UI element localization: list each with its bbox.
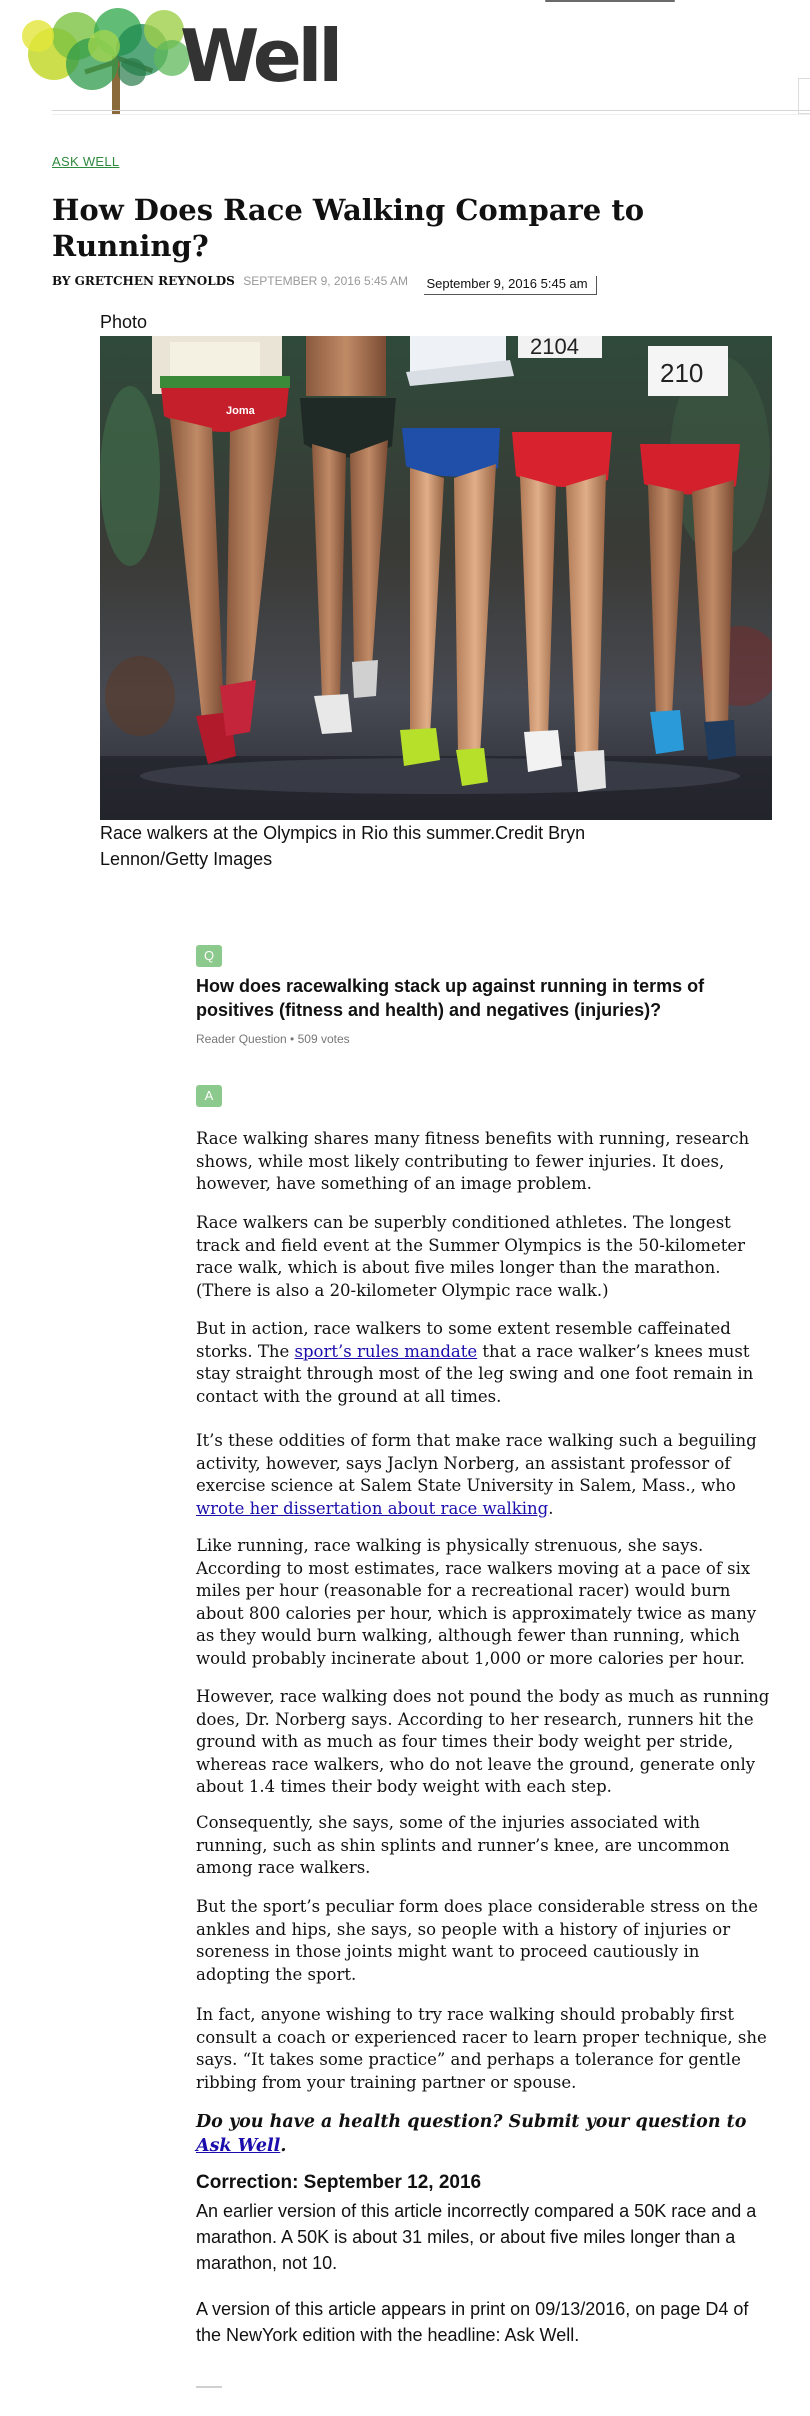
dissertation-link[interactable]: wrote her dissertation about race walking — [196, 1498, 549, 1518]
well-tree-logo-icon[interactable] — [14, 6, 204, 114]
clipped-side-panel — [798, 78, 810, 114]
bib-number-2: 210 — [660, 358, 704, 388]
answer-paragraph-4: It’s these oddities of form that make race walking such a beguiling activity, however, says Jaclyn Norberg, an assistant professor of exercise science at Salem State University in Salem, Mass., who wrote her dissertation about race walking. — [196, 1431, 757, 1518]
ask-well-link[interactable]: Ask Well — [196, 2136, 281, 2156]
article-headline: How Does Race Walking Compare to Running? — [52, 193, 645, 263]
jersey-sponsor-text: Joma — [226, 405, 255, 417]
author-byline: BY GRETCHEN REYNOLDS — [52, 274, 235, 288]
photo-label: Photo — [100, 312, 148, 332]
answer-paragraph-6: However, race walking does not pound the body as much as running does, Dr. Norberg says. According to her research, runners hit the ground with as much as four times their body weight per stride, whereas race walkers, who do not leave the ground, generate only about 1.4 times their body weight with each step. — [196, 1687, 770, 1796]
question-badge: Q — [196, 945, 222, 967]
reader-question: How does racewalking stack up against running in terms of positives (fitness and health) and negatives (injuries)? — [196, 976, 705, 1020]
correction-text: An earlier version of this article incorrectly compared a 50K race and a marathon. A 50K is about 31 miles, or about five miles longer than a marathon, not 10. — [196, 2201, 757, 2273]
answer-paragraph-8: But the sport’s peculiar form does place considerable stress on the ankles and hips, she says, so people with a history of injuries or soreness in those joints might want to proceed cautiously in adopting the sport. — [196, 1897, 758, 1984]
question-meta: Reader Question • 509 votes — [196, 1032, 350, 1046]
print-edition-note: A version of this article appears in print on 09/13/2016, on page D4 of the NewYork edition with the headline: Ask Well. — [196, 2299, 749, 2345]
sports-rules-mandate-link[interactable]: sport’s rules mandate — [294, 1341, 478, 1361]
masthead-divider-shadow — [52, 114, 810, 115]
bib-number-1: 2104 — [530, 336, 579, 359]
footer-divider — [196, 2386, 222, 2388]
health-question-cta: Do you have a health question? Submit your question to Ask Well. — [196, 2112, 747, 2156]
race-walkers-photo — [100, 336, 772, 820]
well-logo-wordmark[interactable]: Well — [180, 14, 340, 98]
answer-paragraph-5: Like running, race walking is physically strenuous, she says. According to most estimates, race walkers moving at a pace of six miles per hour (reasonable for a recreational racer) would burn about 800 calories per hour, which is approximately twice as many as they would burn walking, although fewer than running, which would probably incinerate about 1,000 or more calories per hour. — [196, 1536, 757, 1668]
masthead-divider — [52, 110, 810, 111]
answer-paragraph-7: Consequently, she says, some of the injuries associated with running, such as shin splints and runner’s knee, are uncommon among race walkers. — [196, 1813, 730, 1877]
answer-paragraph-1: Race walking shares many fitness benefits with running, research shows, while most likely contributing to fewer injuries. It does, however, have something of an image problem. — [196, 1129, 750, 1193]
timestamp-box: September 9, 2016 5:45 am — [424, 276, 596, 295]
answer-paragraph-9: In fact, anyone wishing to try race walking should probably first consult a coach or experienced racer to learn proper technique, she says. “It takes some practice” and perhaps a tolerance for gentle ribbing from your training partner or spouse. — [196, 2005, 767, 2092]
ask-well-kicker-link[interactable]: ASK WELL — [52, 154, 120, 169]
answer-paragraph-2: Race walkers can be superbly conditioned athletes. The longest track and field event at the Summer Olympics is the 50-kilometer race walk, which is about five miles longer than the marathon. (There is also a 20-kilometer Olympic race walk.) — [196, 1213, 745, 1300]
byline-row — [52, 272, 597, 290]
answer-badge: A — [196, 1085, 222, 1107]
clipped-header-text — [545, 0, 685, 4]
answer-paragraph-3: But in action, race walkers to some extent resemble caffeinated storks. The sport’s rules mandate that a race walker’s knees must stay straight through most of the leg swing and one foot remain in contact with the ground at all times. — [196, 1319, 754, 1406]
photo-caption: Race walkers at the Olympics in Rio this summer.Credit Bryn Lennon/Getty Images — [100, 823, 586, 869]
dateline: SEPTEMBER 9, 2016 5:45 AM — [243, 274, 408, 288]
correction-title: Correction: September 12, 2016 — [196, 2172, 482, 2193]
